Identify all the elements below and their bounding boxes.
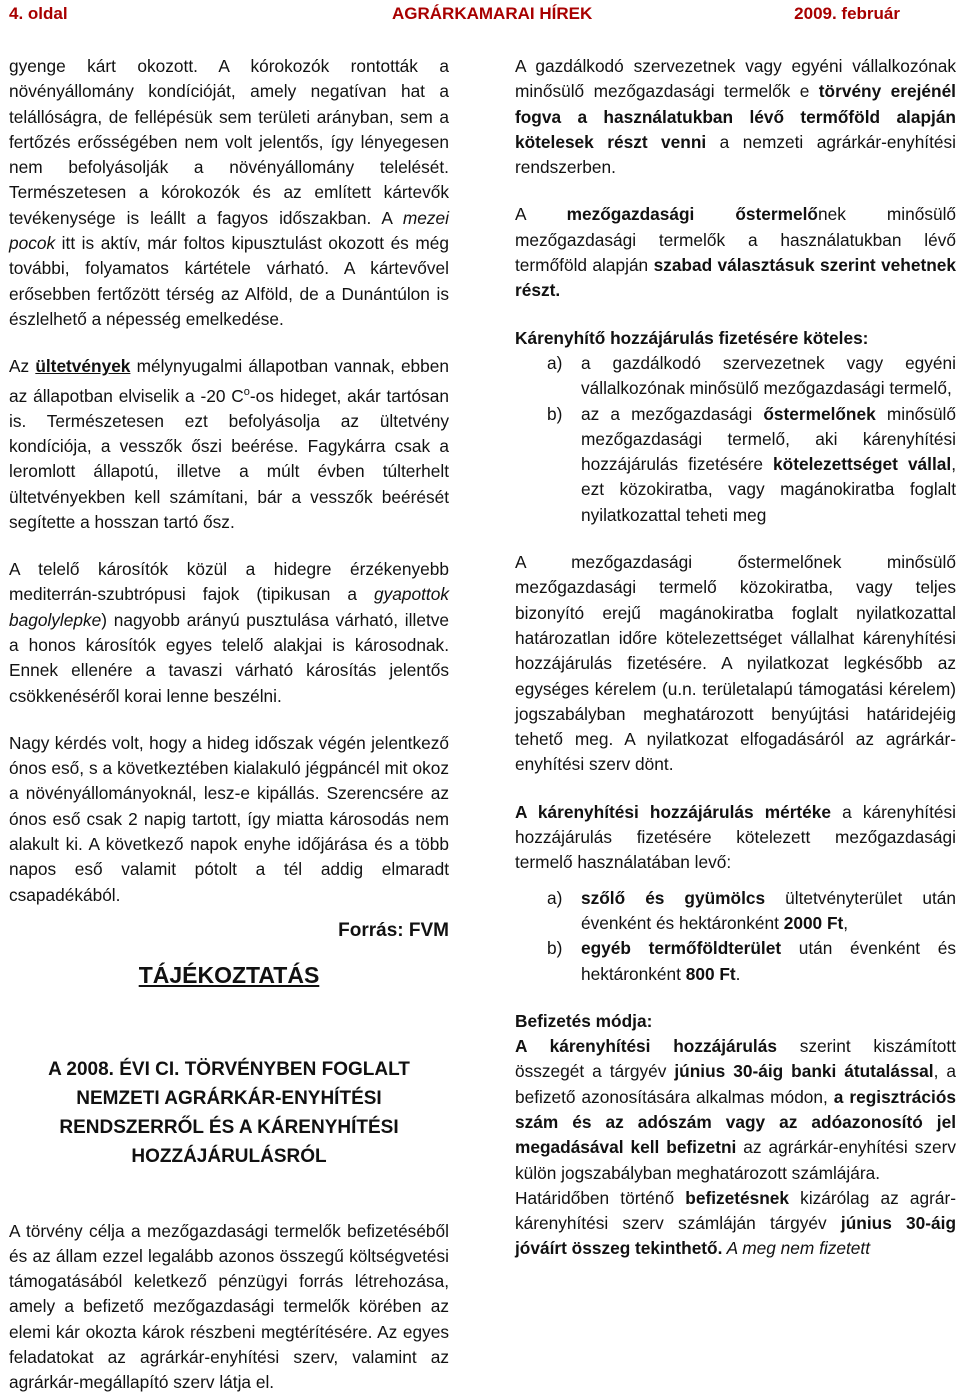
paragraph: gyenge kárt okozott. A kórokozók rontották a növényállomány kondícióját, amely negatívan hat a telállóságra, de fellépésük sem területi arányban, sem a fertőzés erősségében nem volt jelentős, így lényegesen nem befolyásolják a növényállomány telelését. Természetesen a kórokozók és az említett kártevők tevékenysége is leállt a fagyos időszakban. A mezei pocok itt is aktív, már foltos kipusztulást okozott és még további, folyamatos kártétele várható. A kártevővel erősebben fertőzött térség az Alföld, de a Dunántúlon is észlelhető a népesség emelkedése. [9,56,449,329]
list-item: a) szőlő és gyümölcs ültetvényterület után évenként és hektáronként 2000 Ft, [547,887,956,933]
payment-section [515,1009,956,1262]
right-column [515,54,956,1262]
section-title: TÁJÉKOZTATÁS [138,962,320,989]
subheading: Kárenyhítő hozzájárulás fizetésére köteles: [515,327,869,348]
paragraph: Nagy kérdés volt, hogy a hideg időszak végén jelentkező ónos eső, s a következtében kialakuló jégpáncél mit okoz a növényállományoknál, lesz-e kipállás. Szerencsére az ónos eső csak 2 napig tartott, így miatta károsodás nem alakult ki. A következő napok enyhe időjárása és a több napos eső valamit pótolt a tél addig elmaradt csapadékából. [9,732,449,905]
list-item: b) egyéb termőföldterület után évenként és hektáronként 800 Ft. [547,938,956,984]
paragraph: Határidőben történő befizetésnek kizárólag az agrár-kárenyhítési szerv számláján tárgyév június 30-áig jóváírt összeg tekinthető. A meg nem fizetett [515,1187,956,1259]
page-number: 4. oldal [9,4,68,23]
law-heading: A 2008. ÉVI CI. TÖRVÉNYBEN FOGLALT NEMZETI AGRÁRKÁR-ENYHÍTÉSI RENDSZERRŐL ÉS A KÁRENYHÍTÉSI HOZZÁJÁRULÁSRÓL [48,1058,410,1167]
list-item: a) a gazdálkodó szervezetnek vagy egyéni vállalkozónak minősülő mezőgazdasági termelő, [547,352,956,399]
paragraph: A telelő károsítók közül a hidegre érzékenyebb mediterrán-szubtrópusi fajok (tipikusan a gyapottok bagolylepke) nagyobb arányú pusztulása várható, illetve a honos károsítók egyes telelő alakjai is károsodnak. Ennek ellenére a tavaszi várható károsítás jelentős csökkenéséről korai lenne beszélni. [9,559,449,706]
left-column [9,54,449,1396]
issue-date: 2009. február [794,4,900,23]
source-credit: Forrás: FVM [338,919,449,941]
obligation-section [515,326,956,528]
subheading: Befizetés módja: [515,1010,653,1031]
paragraph: A törvény célja a mezőgazdasági termelők befizetéséből és az állam ezzel legalább azonos összegű költségvetési támogatásából keletkező pénzügyi forrás létrehozása, amely a befizető mezőgazdasági termelők körében az elemi kár okozta károk részbeni megtérítésére. Az egyes feladatokat az agrárkár-enyhítési szerv, valamint az agrárkár-megállapító szerv látja el. [9,1220,449,1393]
publication-title: AGRÁRKAMARAI HÍREK [392,4,593,23]
paragraph: A mezőgazdasági őstermelőnek minősülő mezőgazdasági termelők a használatukban lévő termőföld alapján szabad választásuk szerint vehetnek részt. [515,204,957,301]
paragraph: A mezőgazdasági őstermelőnek minősülő mezőgazdasági termelő közokiratba, vagy teljes bizonyító erejű magánokiratba foglalt nyilatkozattal határozatlan időre kötelezettséget vállalhat kárenyhítési hozzájárulás fizetésére. A nyilatkozat legkésőbb az egységes kérelem (u.n. területalapú támogatási kérelem) jogszabályban meghatározott benyújtási határidejéig tehető meg. A nyilatkozat elfogadásáról az agrárkár-enyhítési szerv dönt. [515,552,956,775]
paragraph: A kárenyhítési hozzájárulás szerint kiszámított összegét a tárgyév június 30-áig banki átutalással, a befizető azonosítására alkalmas módon, a regisztrációs szám és az adószám vagy az adóazonosító jel megadásával kell befizetni az agrárkár-enyhítési szerv külön jogszabályban meghatározott számlájára. [515,1036,956,1183]
paragraph: Az ültetvények mélynyugalmi állapotban vannak, ebben az állapotban elviselik a -20 $C^o-os$ hideget, akár tartósan is. Természetesen ezt befolyásolja az ültetvény kondíciója, a vesszők őszi beérése. Fagykárra csak a leromlott állapotú, illetve a múlt évben túlterhelt ültetvényekben kell számítani, bár a vesszők beérését segítette a hosszan tartó ősz. [9,356,449,532]
list-item: b) az a mezőgazdasági őstermelőnek minősülő mezőgazdasági termelő, aki kárenyhítési hozzájárulás fizetésére kötelezettséget vállal, ezt közokiratba, vagy magánokiratba foglalt nyilatkozattal teheti meg [547,403,956,525]
rate-section [515,800,956,987]
paragraph: A gazdálkodó szervezetnek vagy egyéni vállalkozónak minősülő mezőgazdasági termelők e törvény erejénél fogva a használatukban lévő termőföld alapján kötelesek részt venni a nemzeti agrárkár-enyhítési rendszerben. [515,56,957,178]
page-header [9,4,948,28]
paragraph: A kárenyhítési hozzájárulás mértéke a kárenyhítési hozzájárulás fizetésére kötelezett mezőgazdasági termelő használatában levő: [515,801,956,873]
